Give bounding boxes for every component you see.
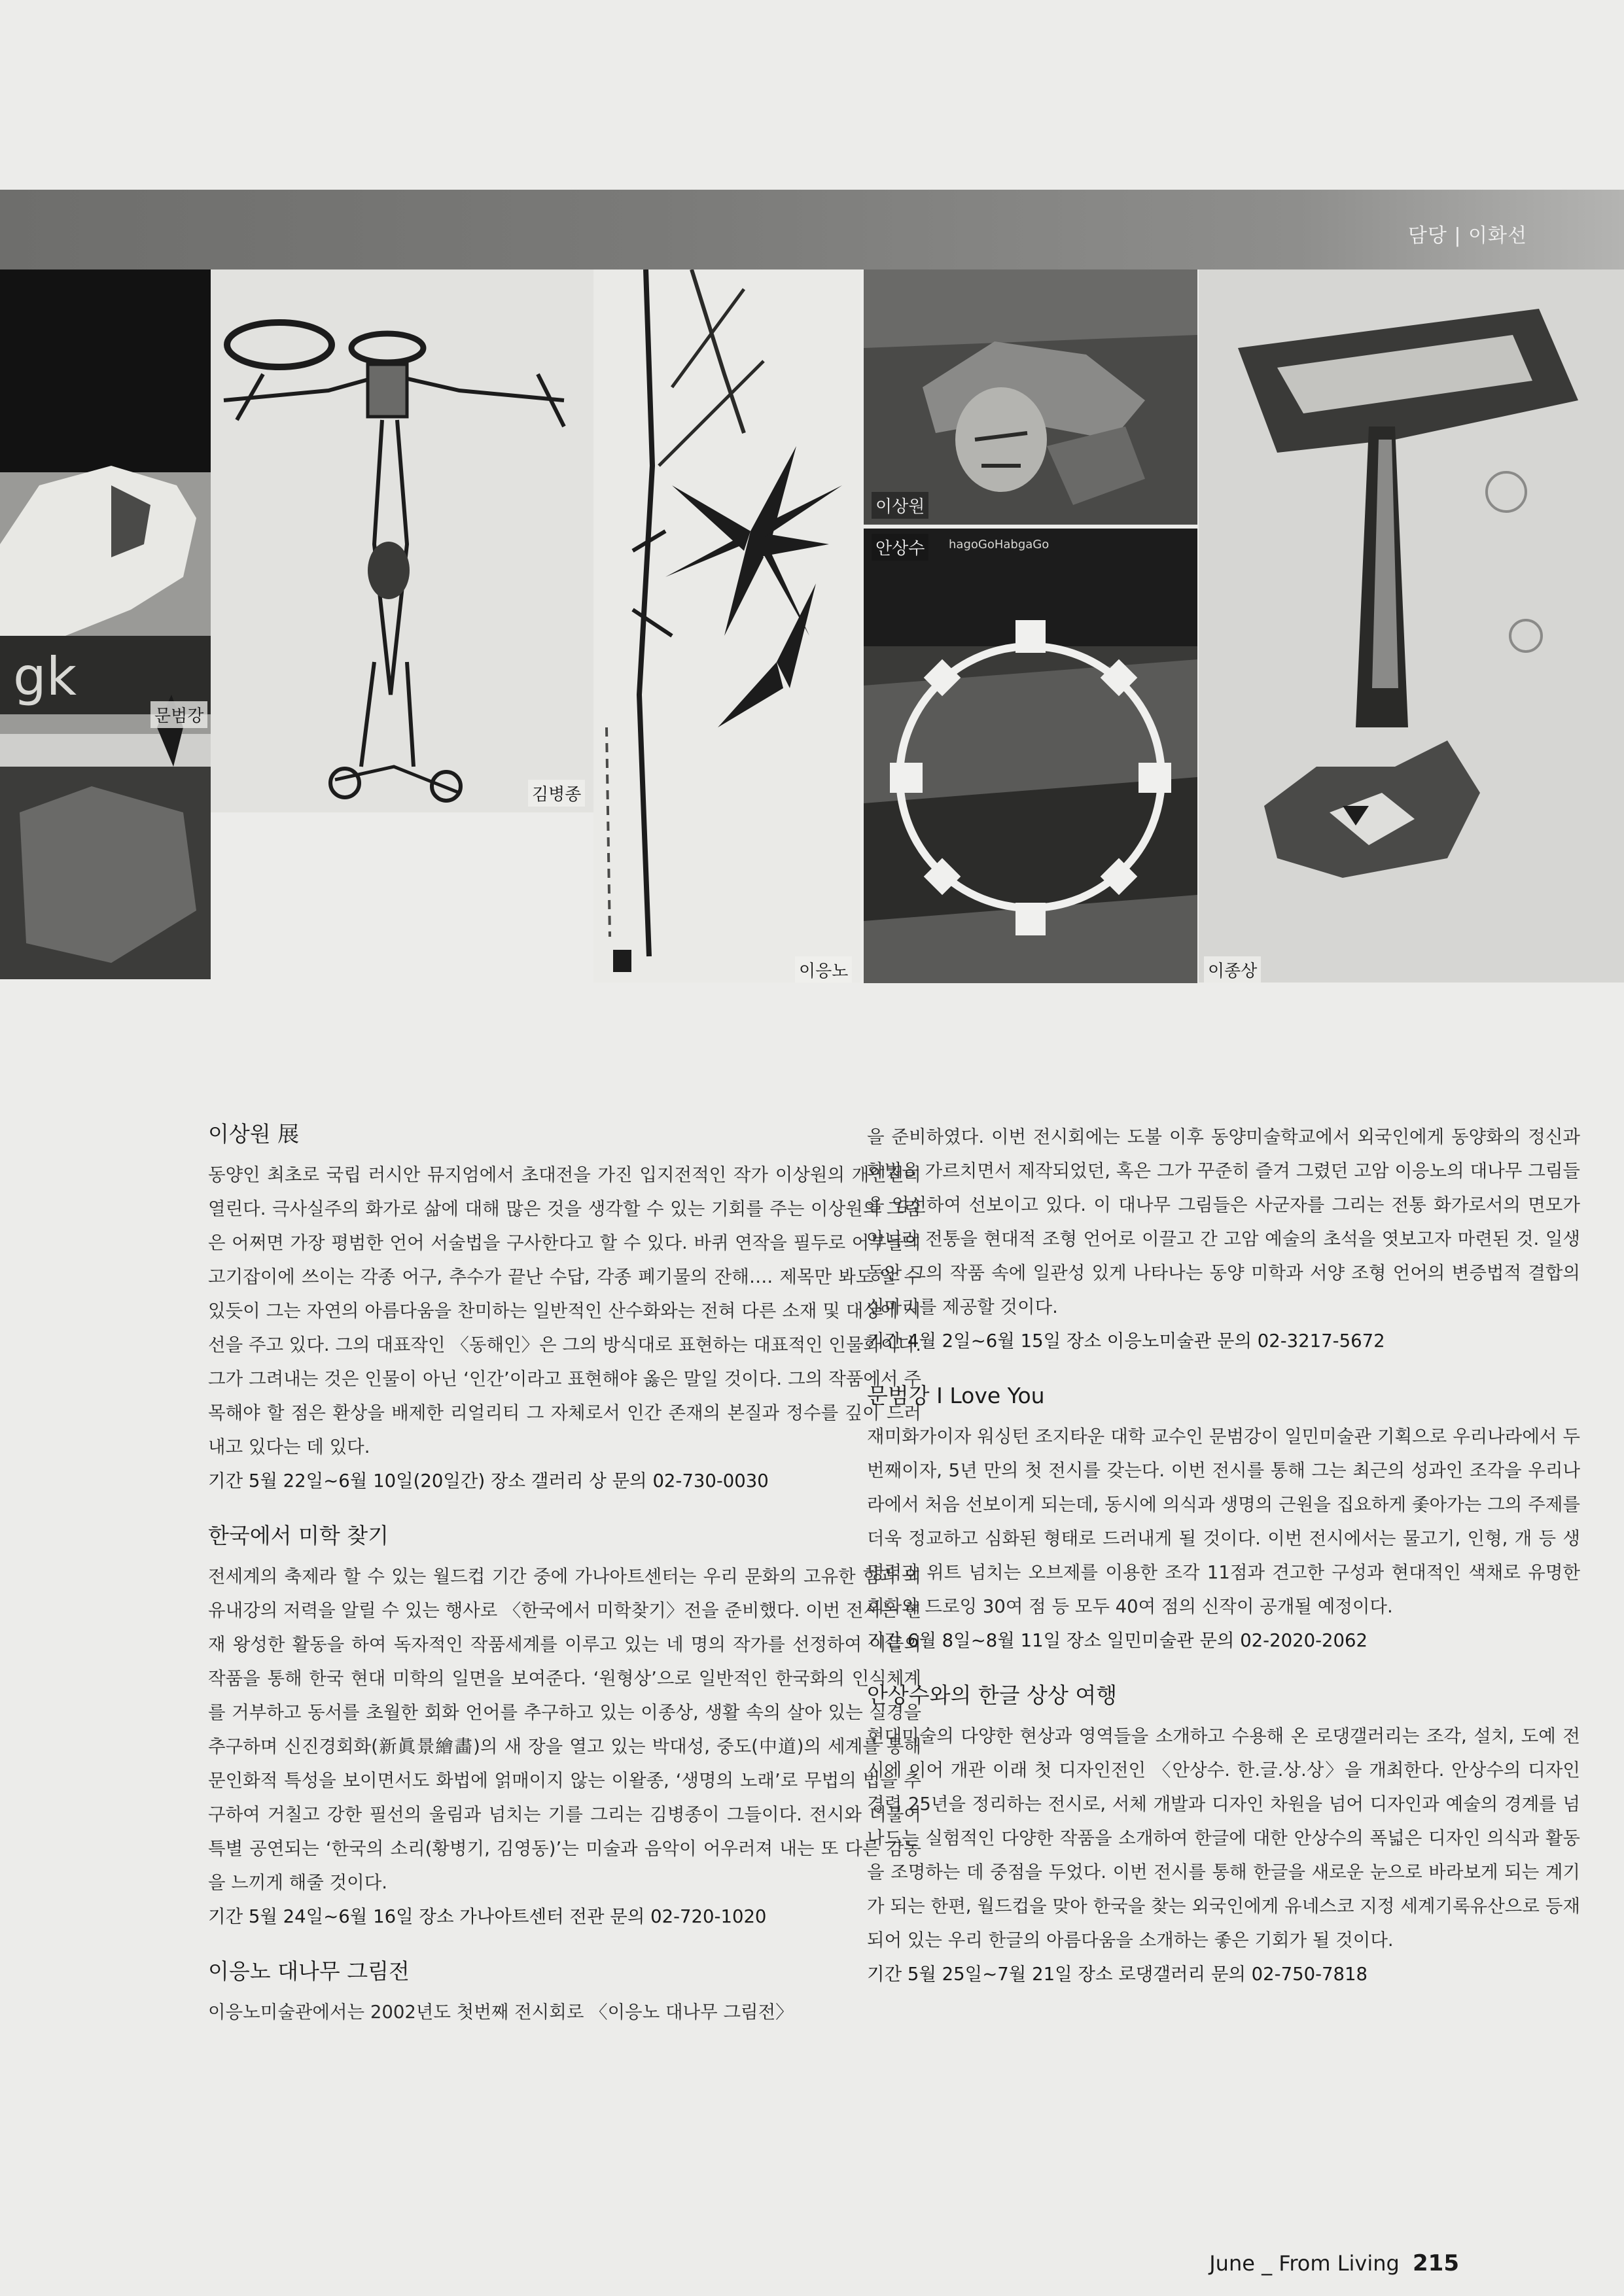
- article-lee-sangwon: [208, 1120, 921, 1498]
- article-info: 기간 5월 22일~6월 10일(20일간) 장소 갤러리 상 문의 02-730-0030: [208, 1470, 769, 1491]
- photo-lee-ungno: [593, 270, 860, 983]
- left-text-column: [208, 1120, 921, 2053]
- article-lee-ungno: [208, 1957, 921, 2029]
- caption-lee-jongsang: 이종상: [1204, 956, 1261, 983]
- article-body: 동양인 최초로 국립 러시안 뮤지엄에서 초대전을 가진 입지전적인 작가 이상원의 개인전이 열린다. 극사실주의 화가로 삶에 대해 많은 것을 생각할 수 있는 기회를 주는 이상원의 그림은 어쩌면 가장 평범한 언어 서술법을 구사한다고 할 수 있다. 바퀴 연작을 필두로 어부들의 고기잡이에 쓰이는 각종 어구, 추수가 끝난 수답, 각종 폐기물의 잔해…. 제목만 봐도 알 수 있듯이 그는 자연의 아름다움을 찬미하는 일반적인 산수화와는 전혀 다른 소재 및 대상에 시선을 주고 있다. 그의 대표작인 〈동해인〉은 그의 방식대로 표현하는 대표적인 인물화이다. 그가 그려내는 것은 인물이 아닌 ‘인간’이라고 표현해야 옳은 말일 것이다. 그의 작품에서 주목해야 할 점은 환상을 배제한 리얼리티 그 자체로서 인간 존재의 본질과 정수를 깊이 드러내고 있다는 데 있다.: [208, 1164, 921, 1457]
- photo-ahn-sangsoo: [864, 529, 1197, 983]
- right-text-column: [867, 1120, 1580, 2015]
- article-moon-beomgang: [867, 1382, 1580, 1658]
- caption-lee-ungno: 이응노: [795, 956, 852, 983]
- article-lee-ungno-continued: [867, 1120, 1580, 1358]
- photo-lee-jongsang: [1199, 270, 1624, 983]
- photo-moon-beomgang: [0, 270, 211, 979]
- photo-lee-sangwon: [864, 270, 1197, 525]
- article-info: 기간 5월 24일~6월 16일 장소 가나아트센터 전관 문의 02-720-1020: [208, 1906, 767, 1927]
- article-info: 기간 5월 25일~7월 21일 장소 로댕갤러리 문의 02-750-7818: [867, 1964, 1368, 1985]
- article-body-continued: 을 준비하였다. 이번 전시회에는 도불 이후 동양미술학교에서 외국인에게 동양화의 정신과 화법을 가르치면서 제작되었던, 혹은 그가 꾸준히 즐겨 그렸던 고암 이응노의 대나무 그림들을 엄선하여 선보이고 있다. 이 대나무 그림들은 사군자를 그리는 전통 화가로서의 면모가 아니라 전통을 현대적 조형 언어로 이끌고 간 고암 예술의 초석을 엿보고자 마련된 것. 일생 동안 그의 작품 속에 일관성 있게 나타나는 동양 미학과 서양 조형 언어의 변증법적 결합의 실마리를 제공할 것이다.: [867, 1126, 1580, 1317]
- article-body: 이응노미술관에서는 2002년도 첫번째 전시회로 〈이응노 대나무 그림전〉: [208, 2002, 794, 2023]
- footer-magazine: June _ From Living: [1209, 2251, 1400, 2276]
- article-korea-aesthetics: [208, 1522, 921, 1934]
- header-strip: [0, 190, 1624, 270]
- article-info: 기간 6월 8일~8월 11일 장소 일민미술관 문의 02-2020-2062: [867, 1630, 1368, 1651]
- poster-tagline: hagoGoHabgaGo: [949, 538, 1050, 551]
- caption-kim-byeongjong: 김병종: [528, 780, 585, 807]
- photo-kim-byeongjong: [211, 270, 593, 812]
- article-title: 한국에서 미학 찾기: [208, 1523, 389, 1548]
- page-number: 215: [1413, 2250, 1459, 2276]
- article-body: 전세계의 축제라 할 수 있는 월드컵 기간 중에 가나아트센터는 우리 문화의 고유한 힘과 외유내강의 저력을 알릴 수 있는 행사로 〈한국에서 미학찾기〉전을 준비했다. 이번 전시는 현재 왕성한 활동을 하여 독자적인 작품세계를 이루고 있는 네 명의 작가를 선정하여 이들의 작품을 통해 한국 현대 미학의 일면을 보여준다. ‘원형상’으로 일반적인 한국화의 인식체계를 거부하고 동서를 초월한 회화 언어를 추구하고 있는 이종상, 생활 속의 살아 있는 실경을 추구하며 신진경회화(新眞景繪畵)의 새 장을 열고 있는 박대성, 중도(中道)의 세계를 통해 문인화적 특성을 보이면서도 화법에 얽매이지 않는 이왈종, ‘생명의 노래’로 무법의 법을 추구하여 거칠고 강한 필선의 울림과 넘치는 기를 그리는 김병종이 그들이다. 전시와 더불어 특별 공연되는 ‘한국의 소리(황병기, 김영동)’는 미술과 음악이 어우러져 내는 또 다른 감동을 느끼게 해줄 것이다.: [208, 1566, 921, 1893]
- article-info: 기간 4월 2일~6월 15일 장소 이응노미술관 문의 02-3217-5672: [867, 1331, 1385, 1351]
- article-body: 현대미술의 다양한 현상과 영역들을 소개하고 수용해 온 로댕갤러리는 조각, 설치, 도예 전시에 이어 개관 이래 첫 디자인전인 〈안상수. 한.글.상.상〉을 개최한다. 안상수의 디자인 경력 25년을 정리하는 전시로, 서체 개발과 디자인 차원을 넘어 디자인과 예술의 경계를 넘나드는 실험적인 다양한 작품을 소개하여 한글에 대한 안상수의 폭넓은 디자인 의식과 활동을 조명하는 데 중점을 두었다. 이번 전시를 통해 한글을 새로운 눈으로 바라보게 되는 계기가 되는 한편, 월드컵을 맞아 한국을 찾는 외국인에게 유네스코 지정 세계기록유산으로 등재되어 있는 우리 한글의 아름다움을 소개하는 좋은 기회가 될 것이다.: [867, 1726, 1580, 1951]
- article-body: 재미화가이자 워싱턴 조지타운 대학 교수인 문범강이 일민미술관 기획으로 우리나라에서 두 번째이자, 5년 만의 첫 전시를 갖는다. 이번 전시를 통해 그는 최근의 성과인 조각을 우리나라에서 처음 선보이게 되는데, 동시에 의식과 생명의 근원을 집요하게 좇아가는 그의 주제를 더욱 정교하고 심화된 형태로 드러내게 될 것이다. 이번 전시에서는 물고기, 인형, 개 등 생명력과 위트 넘치는 오브제를 이용한 조각 11점과 견고한 구성과 현대적인 색채로 유명한 회화와 드로잉 30여 점 등 모두 40여 점의 신작이 공개될 예정이다.: [867, 1426, 1580, 1617]
- article-title: 안상수와의 한글 상상 여행: [867, 1682, 1118, 1708]
- svg-text:gk: gk: [13, 646, 77, 707]
- caption-lee-sangwon: 이상원: [872, 492, 928, 519]
- page-footer: [1209, 2250, 1459, 2276]
- article-ahn-sangsoo: [867, 1681, 1580, 1991]
- article-title: 이상원 展: [208, 1121, 300, 1147]
- article-title: 문범강 I Love You: [867, 1383, 1045, 1408]
- editor-credit: 담당 | 이화선: [1407, 224, 1527, 247]
- caption-moon-beomgang: 문범강: [150, 701, 207, 728]
- article-title: 이응노 대나무 그림전: [208, 1958, 410, 1984]
- caption-ahn-sangsoo: 안상수: [872, 534, 928, 561]
